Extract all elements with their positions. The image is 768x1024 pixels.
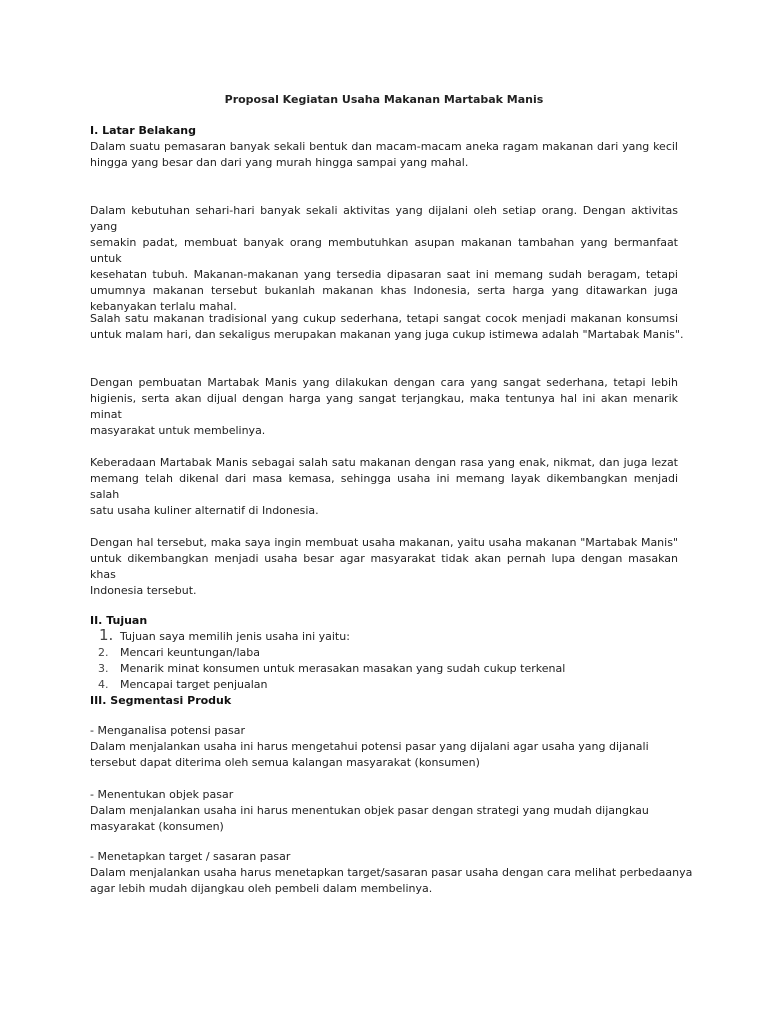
- list-number: 4.: [98, 678, 109, 691]
- section-tujuan: [90, 613, 678, 709]
- paragraph-line: kebanyakan terlalu mahal.: [90, 300, 237, 313]
- paragraph: [90, 455, 678, 519]
- subsection: [90, 849, 693, 897]
- list-item: [90, 661, 678, 677]
- paragraph-line: Dalam suatu pemasaran banyak sekali bentuk dan macam-macam aneka ragam makanan dari yang kecil: [90, 140, 678, 153]
- paragraph-line: Keberadaan Martabak Manis sebagai salah satu makanan dengan rasa yang enak, nikmat, dan juga lezat: [90, 456, 678, 469]
- paragraph-line: Dalam kebutuhan sehari-hari banyak sekali aktivitas yang dijalani oleh setiap orang. Dengan aktivitas yang: [90, 204, 678, 233]
- list-number: 2.: [98, 646, 109, 659]
- paragraph-line: masyarakat (konsumen): [90, 820, 224, 833]
- paragraph-line: Dengan hal tersebut, maka saya ingin membuat usaha makanan, yaitu usaha makanan "Martabak Manis": [90, 536, 678, 549]
- list-text: Tujuan saya memilih jenis usaha ini yaitu:: [120, 630, 350, 643]
- list-text: Mencapai target penjualan: [120, 678, 268, 691]
- subsection-title: - Menganalisa potensi pasar: [90, 724, 245, 737]
- paragraph-line: Indonesia tersebut.: [90, 584, 197, 597]
- list-number: 1.: [99, 626, 114, 644]
- paragraph-line: higienis, serta akan dijual dengan harga yang sangat terjangkau, maka tentunya hal ini akan menarik minat: [90, 392, 678, 421]
- paragraph-line: kesehatan tubuh. Makanan-makanan yang tersedia dipasaran saat ini memang sudah beragam, tetapi: [90, 268, 678, 281]
- paragraph-line: Salah satu makanan tradisional yang cukup sederhana, tetapi sangat cocok menjadi makanan konsumsi: [90, 312, 678, 325]
- list-item: [90, 626, 678, 645]
- paragraph-line: masyarakat untuk membelinya.: [90, 424, 266, 437]
- paragraph-line: satu usaha kuliner alternatif di Indonesia.: [90, 504, 319, 517]
- section-heading: III. Segmentasi Produk: [90, 694, 232, 707]
- document-title: Proposal Kegiatan Usaha Makanan Martabak Manis: [224, 93, 544, 106]
- paragraph-line: Dalam menjalankan usaha ini harus mengetahui potensi pasar yang dijalani agar usaha yang dijanali: [90, 740, 649, 753]
- paragraph-line: agar lebih mudah dijangkau oleh pembeli dalam membelinya.: [90, 882, 433, 895]
- paragraph-line: semakin padat, membuat banyak orang membutuhkan asupan makanan tambahan yang bermanfaat untuk: [90, 236, 678, 265]
- subsection-title: - Menentukan objek pasar: [90, 788, 234, 801]
- paragraph: [90, 139, 678, 171]
- list-item: [90, 645, 678, 661]
- paragraph: [90, 375, 678, 439]
- paragraph-line: untuk malam hari, dan sekaligus merupakan makanan yang juga cukup istimewa adalah "Martabak Manis".: [90, 328, 684, 341]
- paragraph-line: Dalam menjalankan usaha harus menetapkan target/sasaran pasar usaha dengan cara melihat perbedaanya: [90, 866, 693, 879]
- section-latar-belakang-heading: [90, 123, 678, 139]
- subsection-title: - Menetapkan target / sasaran pasar: [90, 850, 291, 863]
- list-number: 3.: [98, 662, 109, 675]
- section-heading: I. Latar Belakang: [90, 124, 196, 137]
- paragraph-line: untuk dikembangkan menjadi usaha besar agar masyarakat tidak akan pernah lupa dengan masakan khas: [90, 552, 678, 581]
- list-text: Menarik minat konsumen untuk merasakan masakan yang sudah cukup terkenal: [120, 662, 566, 675]
- paragraph: [90, 203, 678, 315]
- list-text: Mencari keuntungan/laba: [120, 646, 260, 659]
- paragraph-line: tersebut dapat diterima oleh semua kalangan masyarakat (konsumen): [90, 756, 480, 769]
- paragraph-line: umumnya makanan tersebut bukanlah makanan khas Indonesia, serta harga yang ditawarkan juga: [90, 284, 678, 297]
- paragraph-line: memang telah dikenal dari masa kemasa, sehingga usaha ini memang layak dikembangkan menjadi salah: [90, 472, 678, 501]
- section-heading: II. Tujuan: [90, 614, 148, 627]
- paragraph: [90, 535, 678, 599]
- list-item: [90, 677, 678, 693]
- paragraph-line: hingga yang besar dan dari yang murah hingga sampai yang mahal.: [90, 156, 469, 169]
- subsection: [90, 723, 678, 771]
- paragraph-line: Dalam menjalankan usaha ini harus menentukan objek pasar dengan strategi yang mudah dijangkau: [90, 804, 649, 817]
- paragraph: [90, 311, 684, 343]
- paragraph-line: Dengan pembuatan Martabak Manis yang dilakukan dengan cara yang sangat sederhana, tetapi lebih: [90, 376, 678, 389]
- subsection: [90, 787, 678, 835]
